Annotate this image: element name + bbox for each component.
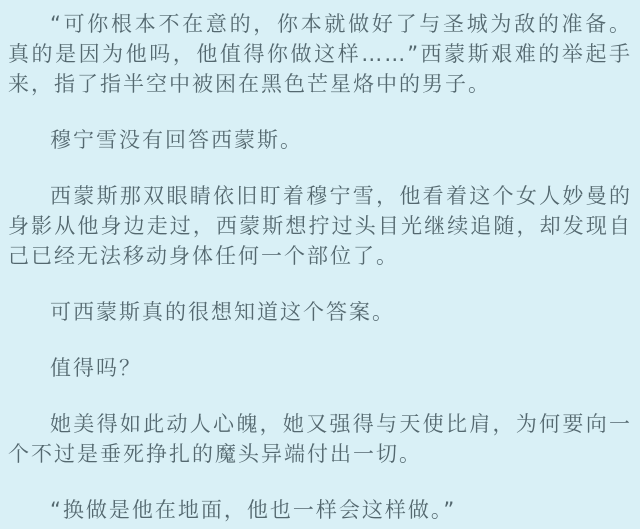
novel-paragraph: 穆宁雪没有回答西蒙斯。 (50, 128, 303, 152)
novel-paragraph: “换做是他在地面，他也一样会这样做。” (50, 498, 457, 522)
novel-paragraph: 可西蒙斯真的很想知道这个答案。 (50, 300, 395, 324)
novel-paragraph: “可你根本不在意的，你本就做好了与圣城为敌的准备。真的是因为他吗，他值得你做这样……”西蒙斯艰难的举起手来，指了指半空中被困在黑色芒星烙中的男子。 (8, 12, 632, 96)
novel-paragraph: 西蒙斯那双眼睛依旧盯着穆宁雪，他看着这个女人妙曼的身影从他身边走过，西蒙斯想拧过头目光继续追随，却发现自己已经无法移动身体任何一个部位了。 (8, 184, 632, 268)
novel-paragraph: 她美得如此动人心魄，她又强得与天使比肩，为何要向一个不过是垂死挣扎的魔头异端付出一切。 (8, 412, 632, 466)
novel-paragraph: 值得吗？ (50, 356, 142, 380)
